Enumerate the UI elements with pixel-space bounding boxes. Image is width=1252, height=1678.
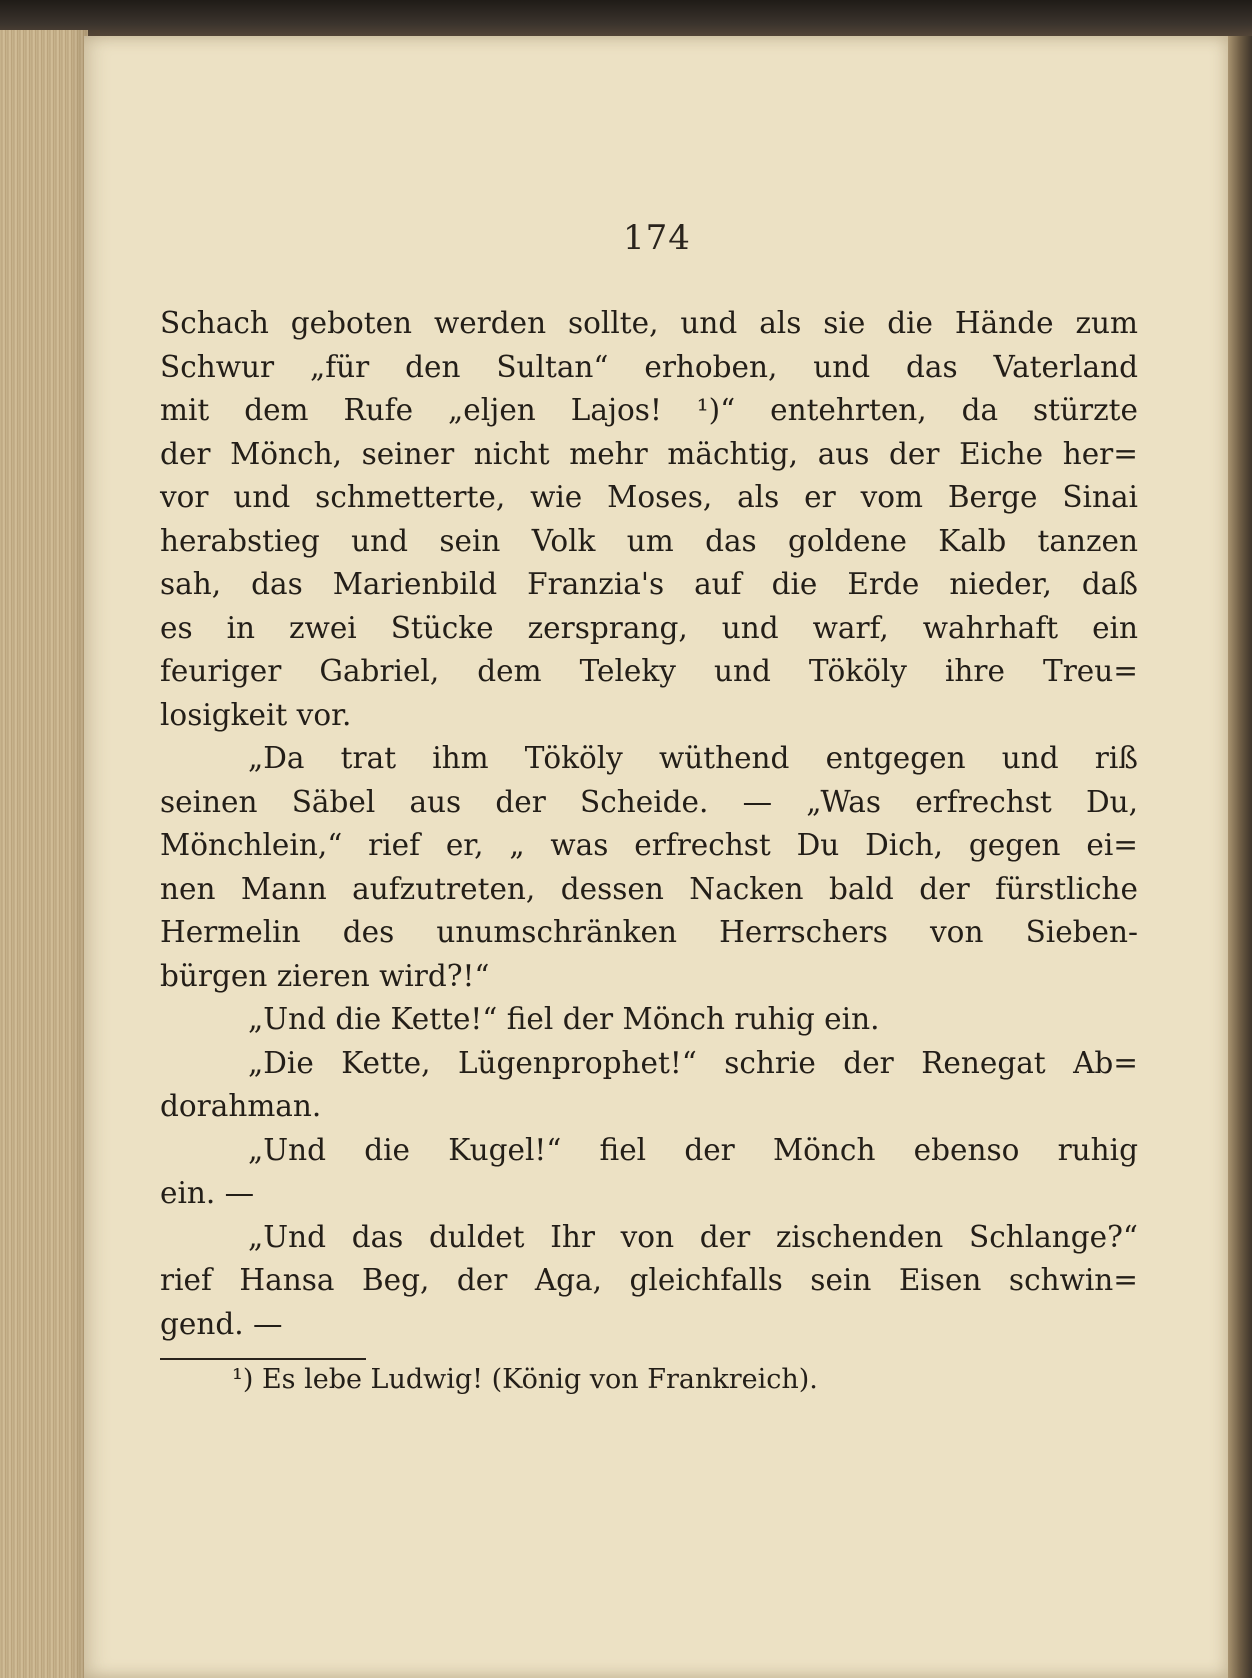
text-line: feuriger Gabriel, dem Teleky und Tököly ihre Treu=	[160, 654, 1138, 688]
body-text	[160, 302, 1138, 1346]
footnote-rule	[160, 1358, 366, 1360]
text-line: es in zwei Stücke zersprang, und warf, wahrhaft ein	[160, 610, 1138, 645]
text-line: Hermelin des unumschränken Herrschers von Sieben-	[160, 915, 1138, 949]
text-line: „Da trat ihm Tököly wüthend entgegen und riß	[248, 741, 1138, 775]
text-line: sah, das Marienbild Franzia's auf die Erde nieder, daß	[160, 567, 1138, 601]
text-line: rief Hansa Beg, der Aga, gleichfalls sein Eisen schwin=	[160, 1263, 1138, 1297]
text-line: der Mönch, seiner nicht mehr mächtig, aus der Eiche her=	[160, 436, 1138, 471]
text-line: losigkeit vor.	[160, 697, 352, 732]
text-line: ein. —	[160, 1176, 255, 1210]
text-line: herabstieg und sein Volk um das goldene Kalb tanzen	[160, 523, 1138, 558]
text-line: „Die Kette, Lügenprophet!“ schrie der Renegat Ab=	[248, 1045, 1138, 1080]
text-line: dorahman.	[160, 1089, 322, 1123]
text-line: „Und die Kugel!“ fiel der Mönch ebenso ruhig	[248, 1132, 1138, 1167]
text-line: mit dem Rufe „eljen Lajos! ¹)“ entehrten, da stürzte	[160, 393, 1138, 427]
footnote: ¹) Es lebe Ludwig! (König von Frankreich).	[232, 1364, 818, 1395]
text-line: gend. —	[160, 1306, 283, 1341]
text-line: vor und schmetterte, wie Moses, als er vom Berge Sinai	[160, 480, 1138, 514]
book-binding-top	[0, 0, 1252, 40]
text-line: „Und die Kette!“ fiel der Mönch ruhig ein.	[248, 1002, 880, 1036]
right-book-edge	[1228, 36, 1252, 1678]
text-line: Mönchlein,“ rief er, „ was erfrechst Du Dich, gegen ei=	[160, 828, 1138, 862]
text-line: „Und das duldet Ihr von der zischenden Schlange?“	[248, 1219, 1138, 1254]
text-line: Schach geboten werden sollte, und als sie die Hände zum	[160, 306, 1138, 340]
text-line: seinen Säbel aus der Scheide. — „Was erfrechst Du,	[160, 784, 1138, 819]
text-line: nen Mann aufzutreten, dessen Nacken bald der fürstliche	[160, 871, 1138, 906]
text-line: Schwur „für den Sultan“ erhoben, und das Vaterland	[160, 349, 1138, 384]
text-line: bürgen zieren wird?!“	[160, 958, 490, 993]
page-number: 174	[623, 218, 691, 258]
